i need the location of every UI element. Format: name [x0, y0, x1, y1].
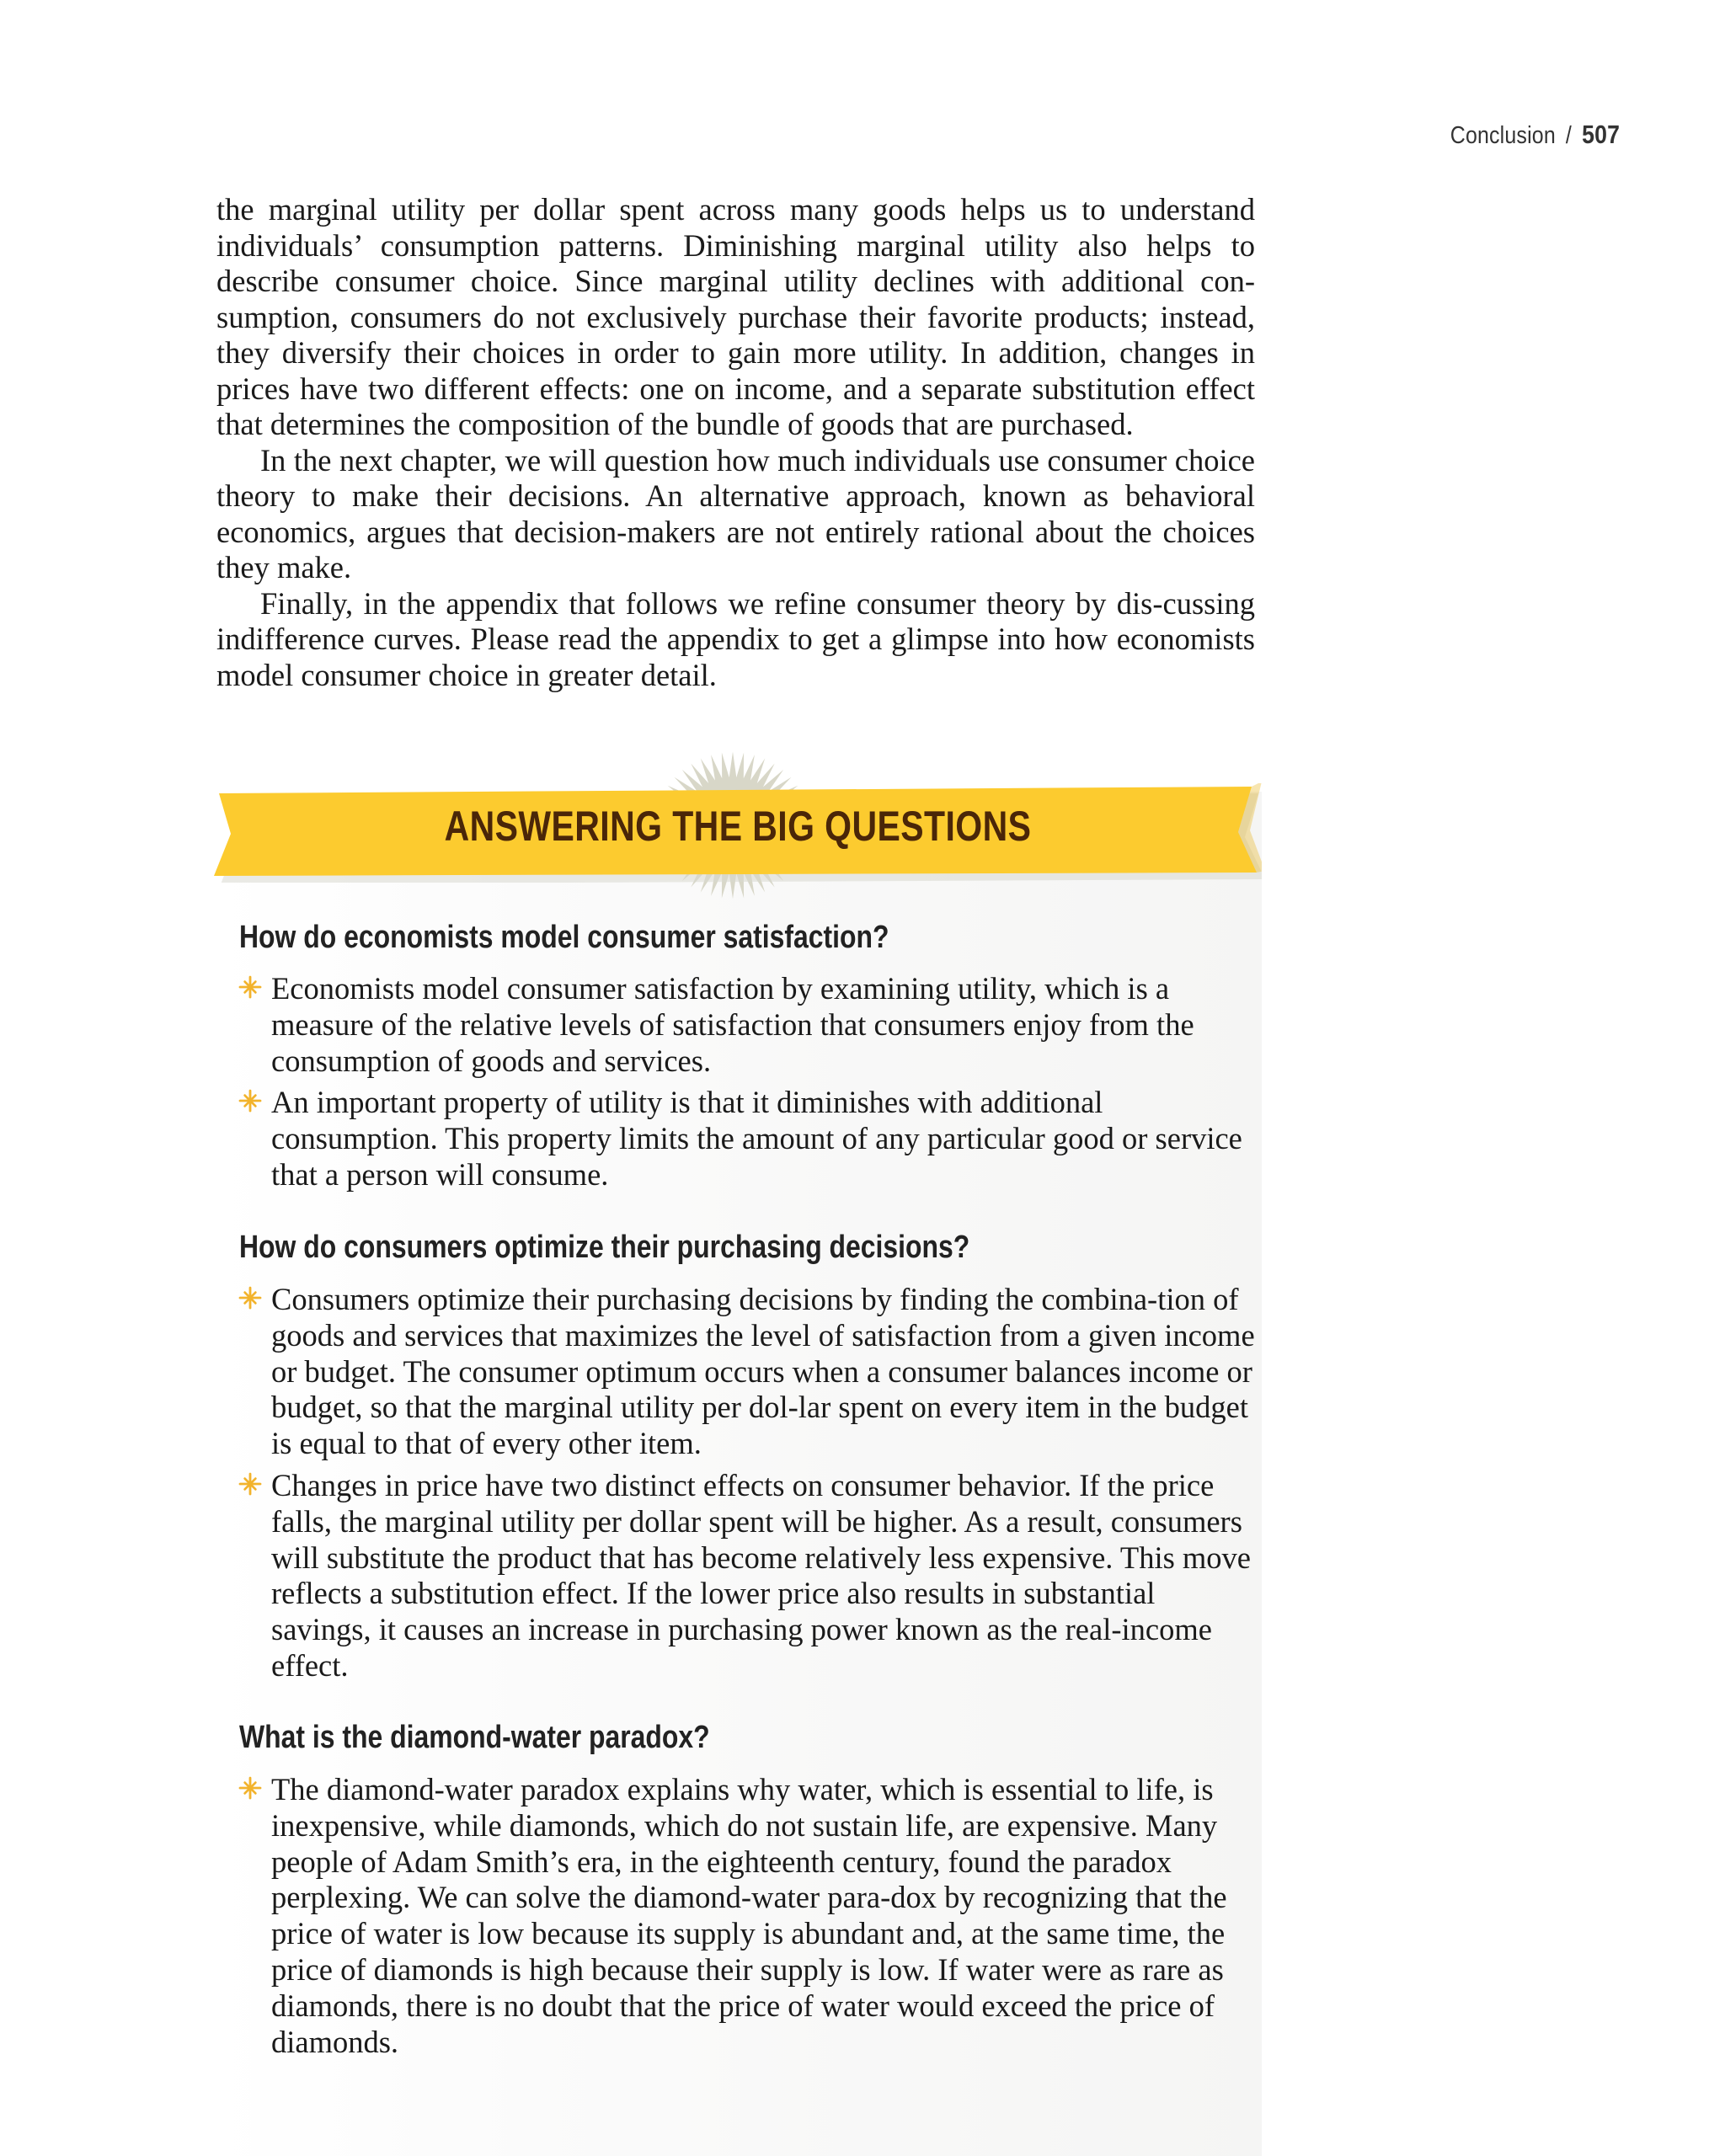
question-heading-2: How do consumers optimize their purchasing decisions? — [239, 1230, 970, 1265]
intro-text — [216, 192, 1255, 693]
header-separator: / — [1565, 122, 1572, 149]
starburst-bullet-icon — [238, 1468, 263, 1503]
question-heading-3: What is the diamond-water paradox? — [239, 1720, 710, 1755]
bullet-text: The diamond-water paradox explains why water, which is essential to life, is inexpensive, while diamonds, which do not sustain life, are expensive. Many people of Adam Smith’s era, in the eighteenth century, found the paradox perplexing. We can solve the diamond-water para-dox by recognizing that the price of water is low because its supply is abundant and, at the same time, the price of diamonds is high because their supply is low. If water were as rare as diamonds, there is no doubt that the price of water would exceed the price of diamonds. — [271, 1772, 1227, 2059]
bullet-1-2 — [271, 1085, 1258, 1193]
bullet-text: Changes in price have two distinct effects on consumer behavior. If the price falls, the marginal utility per dollar spent will be higher. As a result, consumers will substitute the product that has become relatively less expensive. This move reflects a substitution effect. If the lower price also results in substantial savings, it causes an increase in purchasing power known as the real-income effect. — [271, 1468, 1252, 1683]
bullet-text: Consumers optimize their purchasing decisions by finding the combina-tion of goods and services that maximizes the level of satisfaction from a given income or budget. The consumer optimum occurs when a consumer balances income or budget, so that the marginal utility per dol-lar spent on every item in the budget is equal to that of every other item. — [271, 1282, 1255, 1461]
running-head — [1450, 120, 1620, 150]
bullet-1-1 — [271, 971, 1258, 1079]
intro-paragraph-2: In the next chapter, we will question how much individuals use consumer choice theory to make their decisions. An alternative approach, known as behavioral economics, argues that decision-makers are not entirely rational about the choices they make. — [216, 442, 1255, 584]
bullet-text: Economists model consumer satisfaction by examining utility, which is a measure of the relative levels of satisfaction that consumers enjoy from the consumption of goods and services. — [271, 971, 1194, 1078]
bullet-2-1 — [271, 1282, 1258, 1462]
starburst-bullet-icon — [238, 1772, 263, 1807]
section-name: Conclusion — [1450, 122, 1556, 149]
intro-paragraph-1: the marginal utility per dollar spent across many goods helps us to understand individuals’ consumption patterns. Diminishing marginal utility also helps to describe consumer choice. Since marginal utility declines with additional con-sumption, consumers do not exclusively purchase their favorite products; instead, they diversify their choices in order to gain more utility. In addition, changes in prices have two different effects: one on income, and a separate substitution effect that determines the composition of the bundle of goods that are purchased. — [216, 192, 1255, 441]
question-heading-1: How do economists model consumer satisfaction? — [239, 920, 889, 955]
starburst-bullet-icon — [238, 971, 263, 1006]
page-number: 507 — [1581, 120, 1620, 149]
starburst-bullet-icon — [238, 1282, 263, 1317]
intro-paragraph-3: Finally, in the appendix that follows we refine consumer theory by dis-cussing indifference curves. Please read the appendix to get a glimpse into how economists model consumer choice in greater detail. — [216, 585, 1255, 692]
bullet-text: An important property of utility is that it diminishes with additional consumption. This property limits the amount of any particular good or service that a person will consume. — [271, 1085, 1242, 1192]
starburst-bullet-icon — [238, 1085, 263, 1120]
banner-title: ANSWERING THE BIG QUESTIONS — [444, 803, 1032, 850]
bullet-3-1 — [271, 1772, 1258, 2060]
bullet-2-2 — [271, 1468, 1258, 1684]
